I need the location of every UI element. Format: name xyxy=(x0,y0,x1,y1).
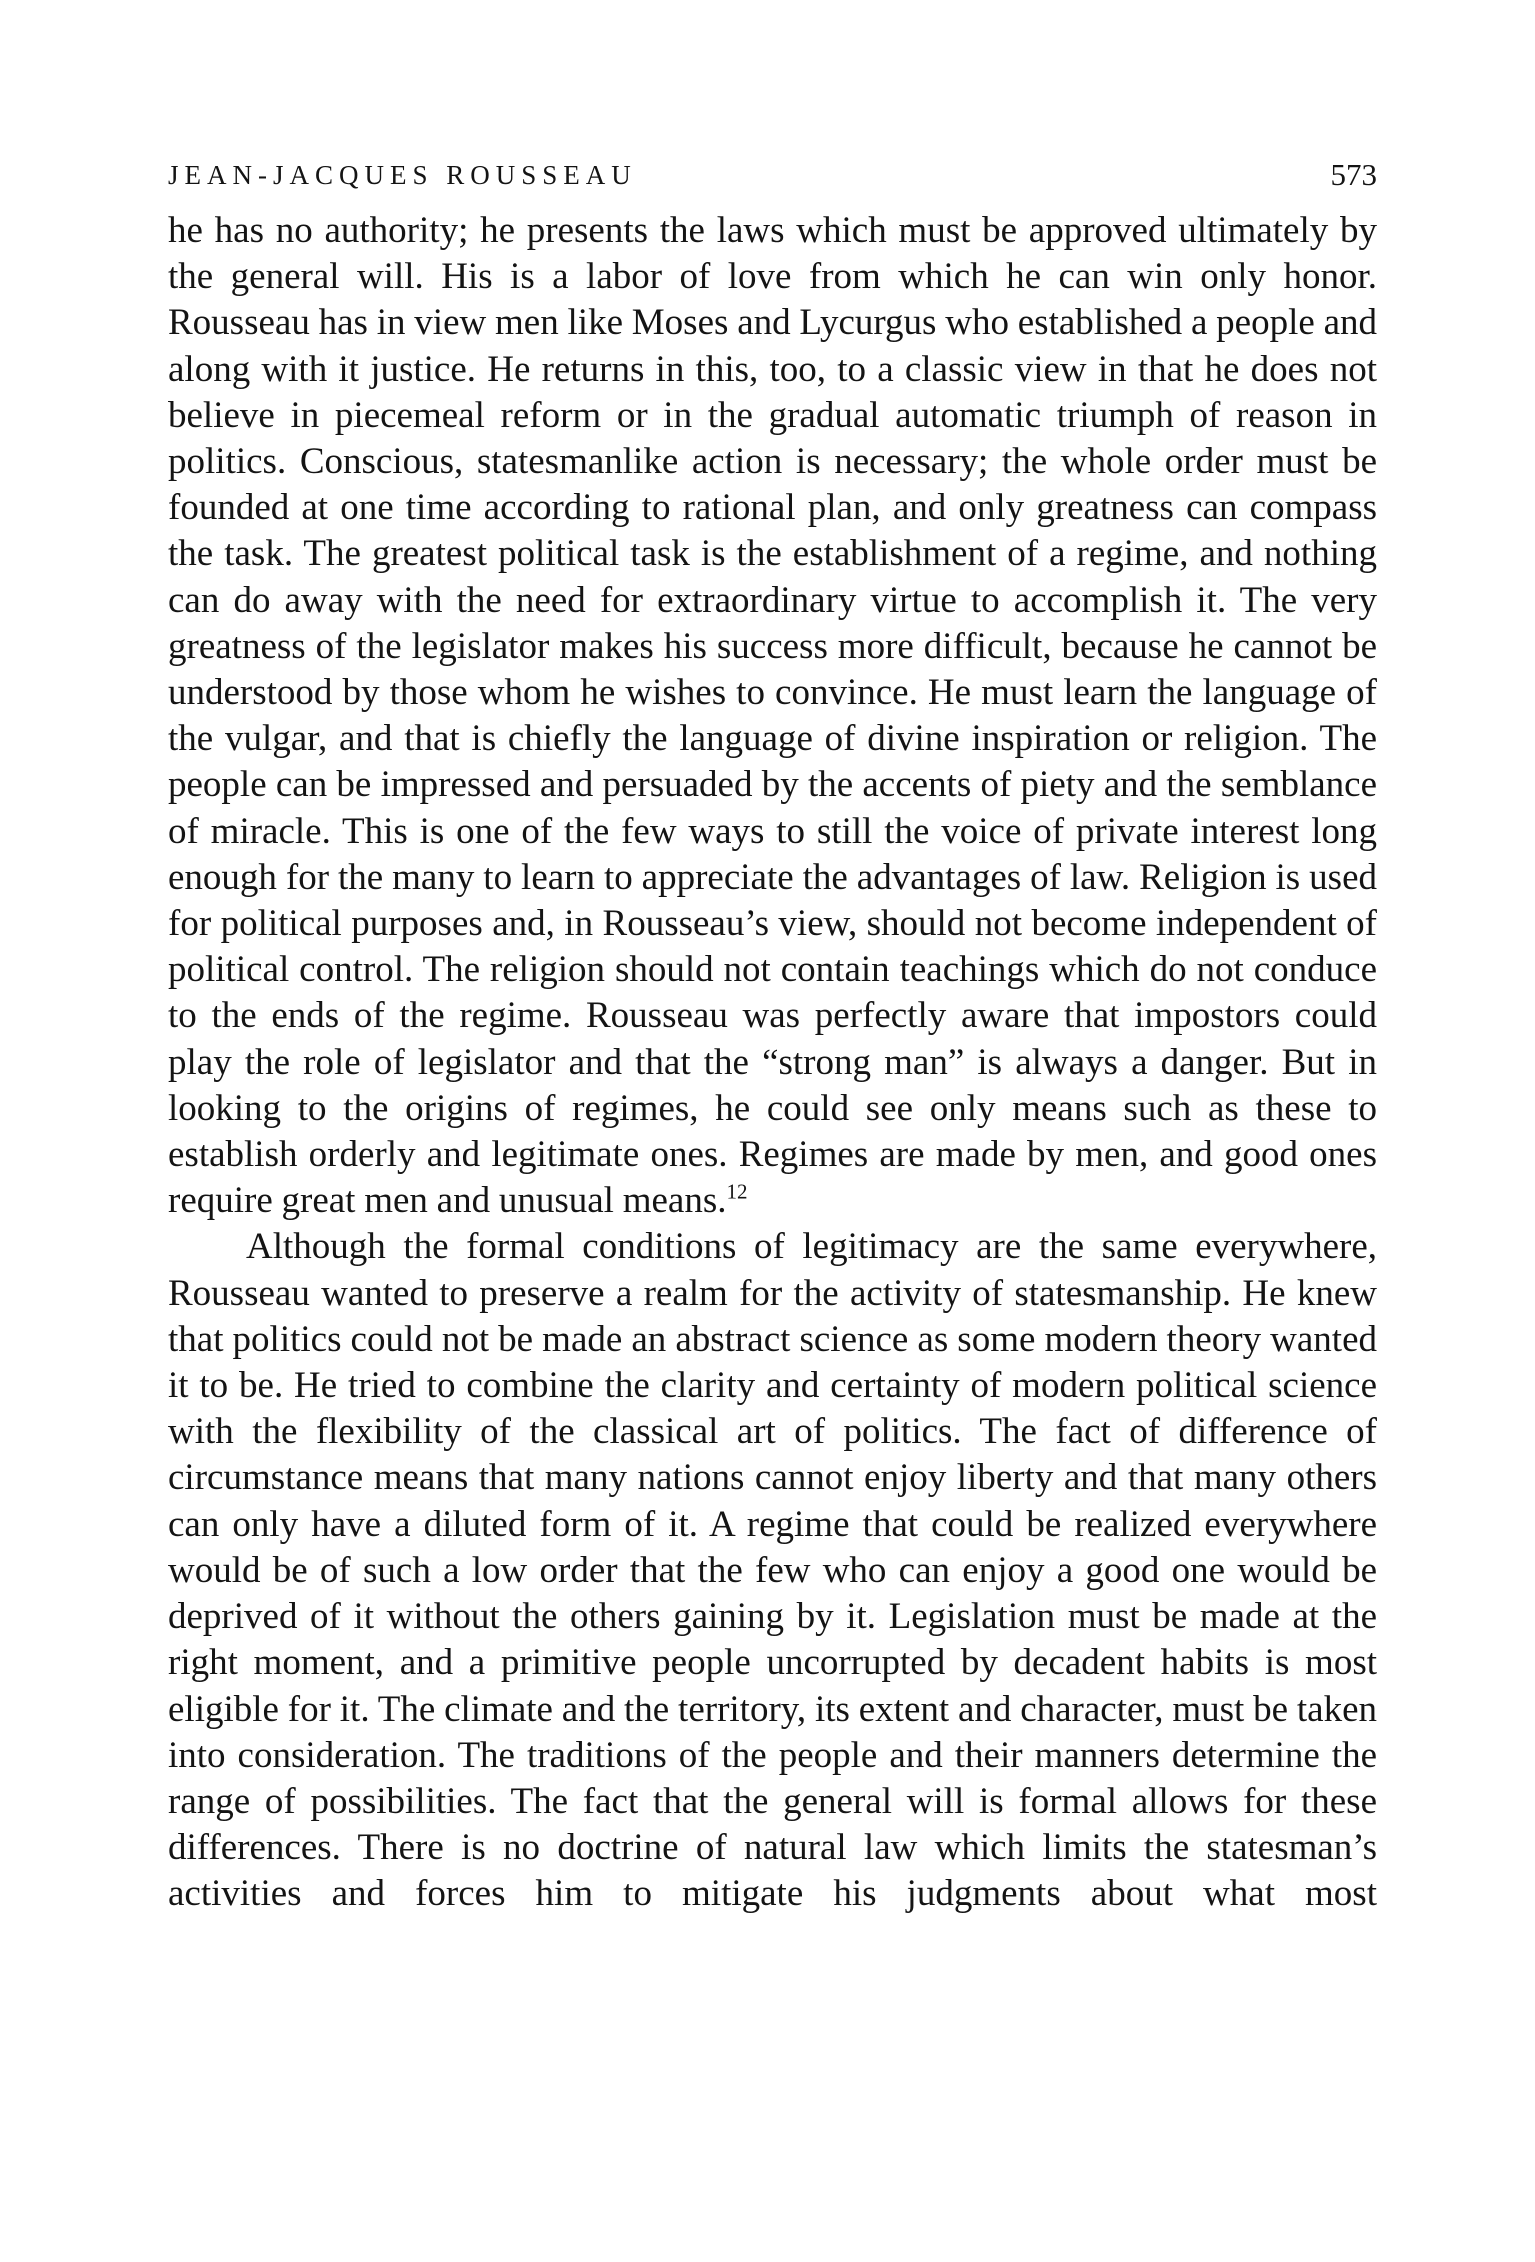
paragraph xyxy=(168,208,1377,1224)
paragraph xyxy=(168,1224,1377,1917)
paragraph-text: Although the formal conditions of legitimacy are the same everywhere, Rousseau wanted to preserve a realm for the activity of statesmanship. He knew that politics could not be made an abstract science as some modern theory wanted it to be. He tried to combine the clarity and certainty of modern political science with the flexibility of the classical art of politics. The fact of difference of circumstance means that many nations cannot enjoy liberty and that many others can only have a diluted form of it. A regime that could be realized everywhere would be of such a low order that the few who can enjoy a good one would be deprived of it without the others gaining by it. Legislation must be made at the right moment, and a primitive people uncorrupted by decadent habits is most eligible for it. The climate and the territory, its extent and character, must be taken into consideration. The traditions of the people and their manners determine the range of possibilities. The fact that the general will is formal allows for these differences. There is no doctrine of natural law which limits the statesman’s activities and forces him to mitigate his judgments about what most xyxy=(168,1226,1377,1915)
paragraph-text: he has no authority; he presents the laws which must be approved ultimately by the general will. His is a labor of love from which he can win only honor. Rousseau has in view men like Moses and Lycurgus who established a people and along with it justice. He returns in this, too, to a classic view in that he does not believe in piecemeal reform or in the gradual automatic triumph of reason in politics. Conscious, statesmanlike action is necessary; the whole order must be founded at one time according to rational plan, and only greatness can compass the task. The greatest political task is the establishment of a regime, and nothing can do away with the need for extraordinary virtue to accomplish it. The very greatness of the legislator makes his success more difficult, because he cannot be understood by those whom he wishes to convince. He must learn the language of the vulgar, and that is chiefly the language of divine inspiration or religion. The people can be impressed and persuaded by the accents of piety and the semblance of miracle. This is one of the few ways to still the voice of private interest long enough for the many to learn to appreciate the advantages of law. Religion is used for political purposes and, in Rousseau’s view, should not become independent of political control. The religion should not contain teachings which do not conduce to the ends of the regime. Rousseau was perfectly aware that impostors could play the role of legislator and that the “strong man” is always a danger. But in looking to the origins of regimes, he could see only means such as these to establish orderly and legitimate ones. Regimes are made by men, and good ones require great men and unusual means. xyxy=(168,210,1377,1222)
page-number: 573 xyxy=(1330,157,1377,192)
footnote-reference: 12 xyxy=(726,1179,748,1204)
running-head xyxy=(168,155,1377,195)
running-title: JEAN-JACQUES ROUSSEAU xyxy=(168,160,637,190)
body-text xyxy=(168,208,1377,1918)
